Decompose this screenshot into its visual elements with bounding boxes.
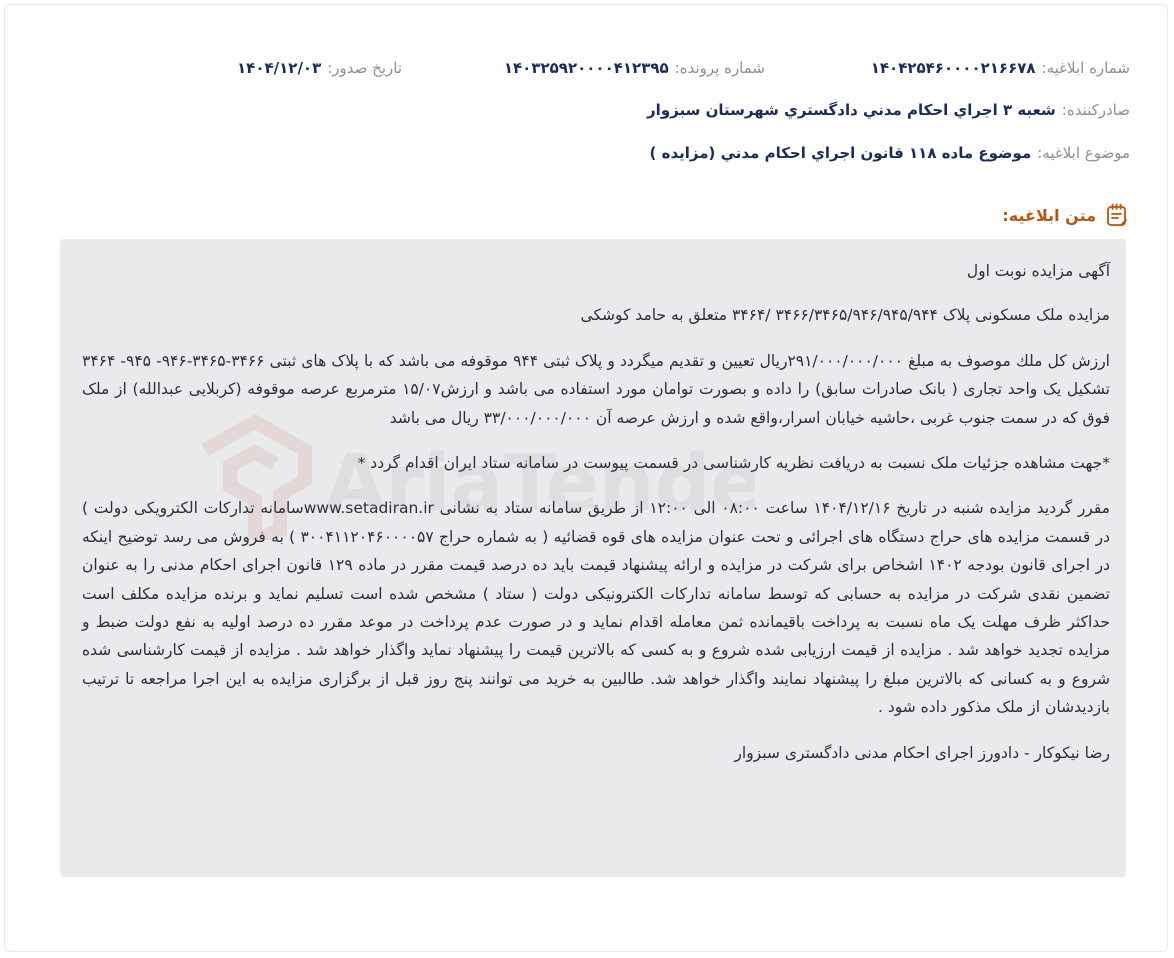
meta-row-numbers bbox=[40, 54, 1130, 82]
body-paragraph-auction-terms: مقرر گردید مزایده شنبه در تاریخ ۱۴۰۴/۱۲/۱۶ ساعت ۰۸:۰۰ الی ۱۲:۰۰ از طریق سامانه ستاد به نشانی www.setadiran.irسامانه تدارکات الکترویکی دولت ) در قسمت مزایده های حراج دستگاه های اجرائی و تحت عنوان مزایده های قوه قضائیه ( به شماره حراج ۳۰۰۴۱۱۲۰۴۶۰۰۰۰۵۷ ) به فروش می رسد توضیح اینکه در اجرای قانون بودجه ۱۴۰۲ اشخاص برای شرکت در مزایده و ارائه پیشنهاد قیمت باید ده درصد قیمت مقرر در ماده ۱۲۹ قانون اجرای احکام مدنی را به عنوان تضمین نقدی شرکت در مزایده به حسابی که توسط سامانه تدارکات الکترونیکی دولت ( ستاد ) مشخص شده است تسلیم نماید و برنده مزایده مکلف است حداکثر ظرف مهلت یک ماه نسبت به پرداخت باقیمانده ثمن معامله اقدام نماید و در صورت عدم پرداخت در موعد مقرر ده درصد اولیه به نفع دولت ضبط و مزایده تجدید خواهد شد . مزایده از قیمت ارزیابی شده شروع و به کسی که بالاترین قیمت را پیشنهاد نماید واگذار خواهد شد . مزایده از قیمت کارشناسی شده شروع و به کسانی که بالاترین مبلغ را پیشنهاد نمایند واگذار خواهد شد. طالبین به خرید می توانند پنج روز قبل از برگزاری مزایده به این اجرا مراجعه تا ترتیب بازدیدشان از ملک مذکور داده شود . bbox=[82, 499, 1111, 717]
body-paragraph-valuation: ارزش کل ملك موصوف به مبلغ ۲۹۱/۰۰۰/۰۰۰/۰۰۰ریال تعیین و تقدیم میگردد و پلاک ثبتی ۹۴۴ موقوفه می باشد که با پلاک های ثبتی ۳۴۶۶-۳۴۶۵-۹۴۶- ۹۴۵- ۳۴۶۴ تشکیل یک واحد تجاری ( بانک صادرات سابق) را داده و بصورت توامان مورد استفاده می باشد و ارزش۱۵/۰۷ مترمربع عرصه موقوفه (کربلایی عبدالله) از ملک فوق که در سمت جنوب غربی ،حاشیه خیابان اسرار،واقع شده و ارزش عرصه آن ۳۳/۰۰۰/۰۰۰/۰۰۰ ریال می باشد bbox=[82, 351, 1110, 427]
notice-body bbox=[60, 239, 1126, 877]
issue-date-label: تاریخ صدور: bbox=[327, 59, 402, 77]
subject-label: موضوع ابلاغیه: bbox=[1037, 144, 1130, 162]
body-paragraph-details-note: *جهت مشاهده جزئیات ملک نسبت به دریافت نظریه کارشناسی در قسمت پیوست در سامانه ستاد ایران اقدام گردد * bbox=[357, 454, 1110, 473]
issue-date-value: ۱۴۰۴/۱۲/۰۳ bbox=[237, 59, 322, 77]
meta-row-issuer bbox=[40, 96, 1130, 124]
notice-number-field bbox=[871, 59, 1130, 77]
issue-date-field bbox=[237, 59, 402, 77]
notice-text-heading bbox=[1002, 200, 1130, 230]
subject-value: موضوع ماده ۱۱۸ قانون اجراي احكام مدني (مزايده ) bbox=[649, 144, 1032, 162]
notice-text-title: متن ابلاغیه: bbox=[1002, 205, 1096, 225]
case-number-label: شماره پرونده: bbox=[674, 59, 765, 77]
body-paragraph-signature: رضا نیکوکار - دادورز اجرای احکام مدنی دادگستری سبزوار bbox=[734, 743, 1110, 762]
issuer-label: صادرکننده: bbox=[1061, 101, 1130, 119]
issuer-value: شعبه ۳ اجراي احكام مدني دادگستري شهرستان سبزوار bbox=[647, 101, 1056, 119]
meta-row-subject bbox=[40, 139, 1130, 167]
body-paragraph-heading: آگهی مزایده نوبت اول bbox=[966, 262, 1110, 280]
body-paragraph-property: مزایده ملک مسکونی پلاک ۳۴۶۶/۳۴۶۵/۹۴۶/۹۴۵/۹۴۴ /۳۴۶۴ متعلق به حامد کوشکی bbox=[580, 306, 1110, 325]
notepad-icon bbox=[1104, 202, 1130, 228]
notice-number-value: ۱۴۰۴۲۵۴۶۰۰۰۰۲۱۶۶۷۸ bbox=[870, 59, 1036, 77]
case-number-value: ۱۴۰۳۲۵۹۲۰۰۰۰۴۱۲۳۹۵ bbox=[503, 59, 669, 77]
case-number-field bbox=[504, 59, 765, 77]
notice-number-label: شماره ابلاغیه: bbox=[1041, 59, 1130, 77]
